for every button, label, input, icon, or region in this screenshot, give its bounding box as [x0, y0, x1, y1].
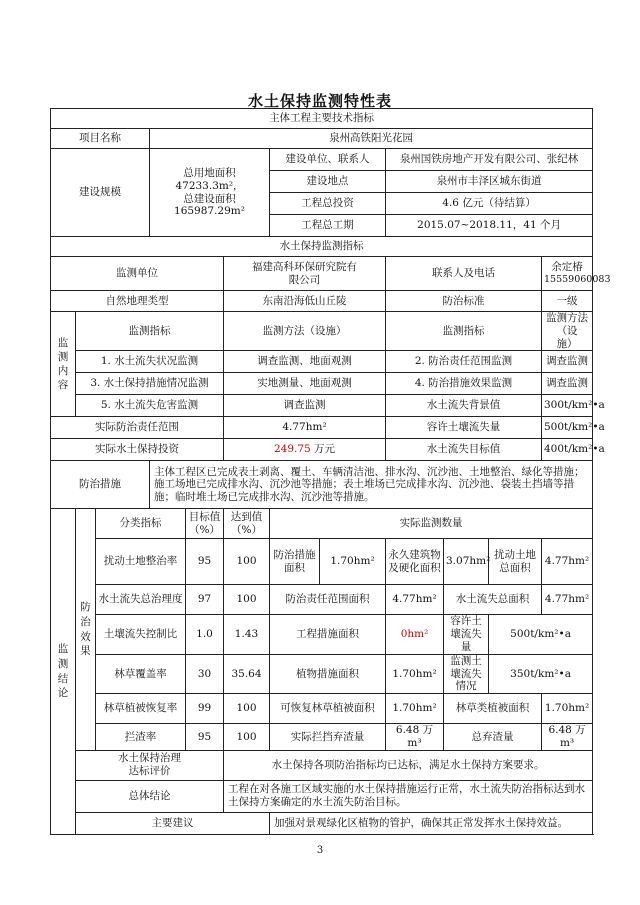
geo-value: 东南沿海低山丘陵 — [224, 291, 386, 312]
head-reach: 达到值（%） — [224, 509, 270, 539]
conclusion-label — [51, 509, 76, 834]
evaluation-text: 水土保持各项防治指标均已达标，满足水土保持方案要求。 — [224, 750, 593, 780]
allowable-loss-label: 容许土壤流失量 — [386, 417, 542, 439]
contact-name: 余定椿 — [551, 261, 583, 274]
duration-value: 2015.07~2018.11，41 个月 — [386, 215, 593, 237]
row-actual-label: 防治责任范围面积 — [270, 585, 386, 615]
row-reach: 1.43 — [224, 615, 270, 654]
content-head-method: 监测方法（设施） — [224, 312, 386, 351]
monitor-content-label — [51, 312, 76, 417]
total-building-area: 总建设面积 165987.29m² — [174, 192, 245, 218]
row-actual-label2: 总弃渣量 — [444, 724, 542, 751]
content-row-method: 调查监测、地面观测 — [224, 351, 386, 373]
content-head-method2 — [542, 312, 593, 351]
monitor-unit-line2: 限公司 — [288, 273, 321, 286]
scale-label: 建设规模 — [51, 149, 150, 237]
measures-text: 主体工程区已完成表土剥离、覆土、车辆清洁池、排水沟、沉沙池、土地整治、绿化等措施；施工场地已完成排水沟、沉沙池等措施；表土堆场已完成排水沟、沉沙池、袋装土挡墙等措施；临时堆土场已完成排水沟、沉沙池等措施。 — [150, 461, 593, 509]
content-head-method2-line2: 施） — [556, 337, 578, 350]
row-actual-value2: 4.77hm² — [542, 585, 593, 615]
row-reach: 35.64 — [224, 654, 270, 693]
target-loss-label: 水土流失目标值 — [386, 439, 542, 461]
investment-actual-label: 实际水土保持投资 — [51, 439, 224, 461]
row-actual-label: 实际拦挡弃渣量 — [270, 724, 386, 751]
target-loss-value: 400t/km²•a — [542, 439, 593, 461]
row-actual-label2: 监测土壤流失情况 — [444, 654, 489, 693]
page-number: 3 — [316, 845, 324, 856]
content-row-method2: 300t/km²•a — [542, 395, 593, 417]
row-target: 1.0 — [186, 615, 224, 654]
content-head-method2-line1: 监测方法（设 — [546, 312, 589, 337]
allowable-loss-value: 500t/km²•a — [542, 417, 593, 439]
advice-label: 主要建议 — [76, 812, 270, 834]
row-actual-label: 植物措施面积 — [270, 654, 386, 693]
content-head-indicator2: 监测指标 — [386, 312, 542, 351]
row-category: 水土流失总治理度 — [96, 585, 186, 615]
row-target: 99 — [186, 694, 224, 724]
overall-label: 总体结论 — [76, 780, 224, 812]
content-row-indicator: 5. 水土流失危害监测 — [76, 395, 224, 417]
row-actual-value: 1.70hm² — [320, 539, 386, 585]
investment-value: 4.6 亿元（待结算） — [386, 193, 593, 215]
content-row-method: 调查监测 — [224, 395, 386, 417]
builder-label: 建设单位、联系人 — [270, 149, 386, 171]
row-target: 97 — [186, 585, 224, 615]
content-head-indicator: 监测指标 — [76, 312, 224, 351]
row-category: 土壤流失控制比 — [96, 615, 186, 654]
monitor-content-text: 监测内容 — [57, 336, 69, 392]
content-row-indicator2: 4. 防治措施效果监测 — [386, 373, 542, 395]
row-actual-value2: 350t/km²•a — [489, 654, 593, 693]
content-row-indicator2: 水土流失背景值 — [386, 395, 542, 417]
content-row-indicator: 3. 水土保持措施情况监测 — [76, 373, 224, 395]
overall-text: 工程在对各施工区域实施的水土保持措施运行正常，水土流失防治指标达到水土保持方案确定的水土流失防治目标。 — [224, 780, 593, 812]
content-row-method: 实地测量、地面观测 — [224, 373, 386, 395]
row-actual-value: 0hm² — [386, 615, 444, 654]
contact-label: 联系人及电话 — [386, 257, 542, 291]
investment-amount: 249.75 — [273, 443, 311, 456]
investment-actual-value — [224, 439, 386, 461]
evaluation-label-line1: 水土保持治理 — [118, 752, 181, 765]
head-actual: 实际监测数量 — [270, 509, 593, 539]
content-row-method2: 调查监测 — [542, 373, 593, 395]
effect-vertical-text: 防治效果 — [80, 601, 91, 658]
responsibility-value: 4.77hm² — [224, 417, 386, 439]
content-row-indicator2: 2. 防治责任范围监测 — [386, 351, 542, 373]
standard-value: 一级 — [542, 291, 593, 312]
row-actual-value: 1.70hm² — [386, 694, 444, 724]
section-main-header: 主体工程主要技术指标 — [51, 109, 593, 129]
row-actual-label: 可恢复林草植被面积 — [270, 694, 386, 724]
row-actual-value2: 3.07hm² — [444, 539, 489, 585]
content-row-indicator: 1. 水土流失状况监测 — [76, 351, 224, 373]
monitor-unit-line1: 福建高科环保研究院有 — [252, 260, 357, 273]
row-target: 95 — [186, 724, 224, 751]
head-category: 分类指标 — [96, 509, 186, 539]
total-land-area: 总用地面积 47233.3m²， — [175, 166, 244, 192]
row-actual-value2: 1.70hm² — [542, 694, 593, 724]
head-target: 目标值（%） — [186, 509, 224, 539]
duration-label: 工程总工期 — [270, 215, 386, 237]
location-label: 建设地点 — [270, 171, 386, 193]
responsibility-label: 实际防治责任范围 — [51, 417, 224, 439]
investment-unit: 万元 — [310, 443, 336, 456]
row-category: 扰动土地整治率 — [96, 539, 186, 585]
section-monitor-header: 水土保持监测指标 — [51, 237, 593, 257]
row-actual-value: 6.48 万 m³ — [386, 724, 444, 751]
row-actual-value: 4.77hm² — [386, 585, 444, 615]
contact-phone: 15559060083 — [544, 274, 611, 286]
measures-label: 防治措施 — [51, 461, 150, 509]
scale-area — [150, 149, 270, 237]
row-reach: 100 — [224, 724, 270, 751]
row-actual-label2: 容许土壤流失量 — [444, 615, 489, 654]
row-actual-label: 工程措施面积 — [270, 615, 386, 654]
evaluation-label — [76, 750, 224, 780]
row-category: 林草覆盖率 — [96, 654, 186, 693]
builder-value: 泉州国铁房地产开发有限公司、张纪林 — [386, 149, 593, 171]
geo-label: 自然地理类型 — [51, 291, 224, 312]
document-title: 水土保持监测特性表 — [247, 92, 392, 110]
conclusion-vertical-text: 监测结论 — [57, 643, 69, 700]
monitor-unit-value — [224, 257, 386, 291]
row-actual-value3: 4.77hm² — [542, 539, 593, 585]
row-actual-value2: 500t/km²•a — [489, 615, 593, 654]
row-category: 拦渣率 — [96, 724, 186, 751]
row-actual-label2: 林草类植被面积 — [444, 694, 542, 724]
location-value: 泉州市丰泽区城东街道 — [386, 171, 593, 193]
project-name-label: 项目名称 — [51, 129, 150, 149]
standard-label: 防治标准 — [386, 291, 542, 312]
row-actual-value2: 6.48 万 m³ — [542, 724, 593, 751]
project-name-value: 泉州高铁阳光花园 — [150, 129, 593, 149]
advice-text: 加强对景观绿化区植物的管护，确保其正常发挥水土保持效益。 — [270, 812, 593, 834]
evaluation-label-line2: 达标评价 — [128, 765, 171, 778]
row-reach: 100 — [224, 585, 270, 615]
effect-label — [76, 509, 96, 750]
row-actual-label3: 扰动土地总面积 — [489, 539, 542, 585]
row-category: 林草植被恢复率 — [96, 694, 186, 724]
row-actual-label2: 水土流失总面积 — [444, 585, 542, 615]
monitoring-characteristics-table — [50, 108, 611, 835]
row-actual-label: 防治措施面积 — [270, 539, 320, 585]
content-row-method2: 调查监测 — [542, 351, 593, 373]
row-actual-value: 1.70hm² — [386, 654, 444, 693]
row-reach: 100 — [224, 539, 270, 585]
row-target: 95 — [186, 539, 224, 585]
investment-label: 工程总投资 — [270, 193, 386, 215]
monitor-unit-label: 监测单位 — [51, 257, 224, 291]
row-reach: 100 — [224, 694, 270, 724]
contact-value — [542, 257, 611, 291]
row-target: 30 — [186, 654, 224, 693]
row-actual-label2: 永久建筑物及硬化面积 — [386, 539, 444, 585]
